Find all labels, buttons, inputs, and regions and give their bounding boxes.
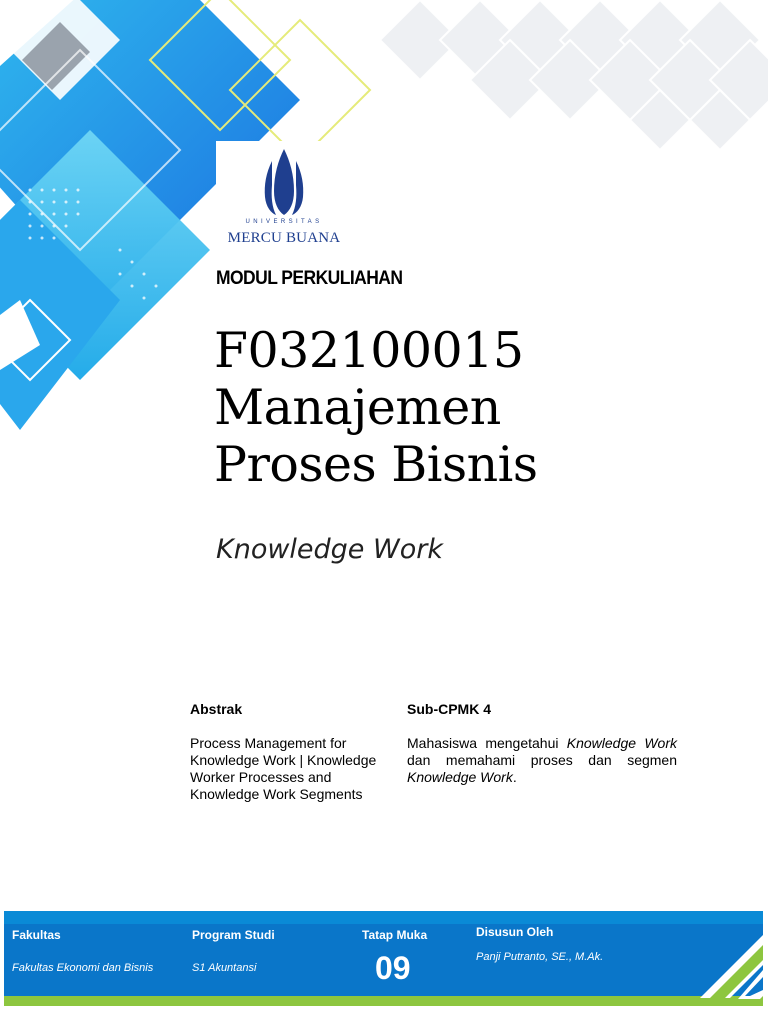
sub-cpmk-text-1: Mahasiswa mengetahui bbox=[407, 735, 567, 751]
fakultas-label: Fakultas bbox=[12, 928, 61, 942]
tatap-muka-value: 09 bbox=[375, 950, 411, 986]
footer-top-strip bbox=[4, 911, 763, 924]
course-code: F032100015 bbox=[214, 322, 524, 379]
footer-green-strip bbox=[4, 996, 763, 1006]
course-title-line2: Proses Bisnis bbox=[214, 436, 538, 493]
university-prefix: UNIVERSITAS bbox=[245, 219, 323, 225]
disusun-oleh-value: Panji Putranto, SE., M.Ak. bbox=[476, 951, 604, 963]
sub-cpmk-text-3: . bbox=[512, 769, 517, 785]
sub-cpmk-heading: Sub-CPMK 4 bbox=[407, 701, 491, 717]
course-title bbox=[214, 322, 537, 493]
corner-decoration-icon bbox=[700, 935, 763, 1020]
sub-cpmk-body bbox=[407, 735, 677, 786]
university-name: MERCU BUANA bbox=[227, 230, 341, 246]
disusun-oleh-label: Disusun Oleh bbox=[476, 925, 554, 939]
fakultas-value: Fakultas Ekonomi dan Bisnis bbox=[12, 962, 154, 974]
sub-cpmk-em-1: Knowledge Work bbox=[566, 735, 677, 751]
abstract-body: Process Management for Knowledge Work | Knowledge Worker Processes and Knowledge Work Segments bbox=[190, 735, 377, 802]
course-title-line1: Manajemen bbox=[214, 379, 501, 436]
tatap-muka-label: Tatap Muka bbox=[362, 928, 428, 942]
course-topic: Knowledge Work bbox=[216, 534, 443, 565]
program-studi-value: S1 Akuntansi bbox=[192, 962, 257, 974]
abstract-heading: Abstrak bbox=[190, 701, 243, 717]
program-studi-label: Program Studi bbox=[192, 928, 275, 942]
module-label: MODUL PERKULIAHAN bbox=[216, 268, 403, 289]
sub-cpmk-em-2: Knowledge Work bbox=[407, 769, 513, 785]
sub-cpmk-text-2: dan memahami proses dan segmen bbox=[407, 752, 677, 768]
